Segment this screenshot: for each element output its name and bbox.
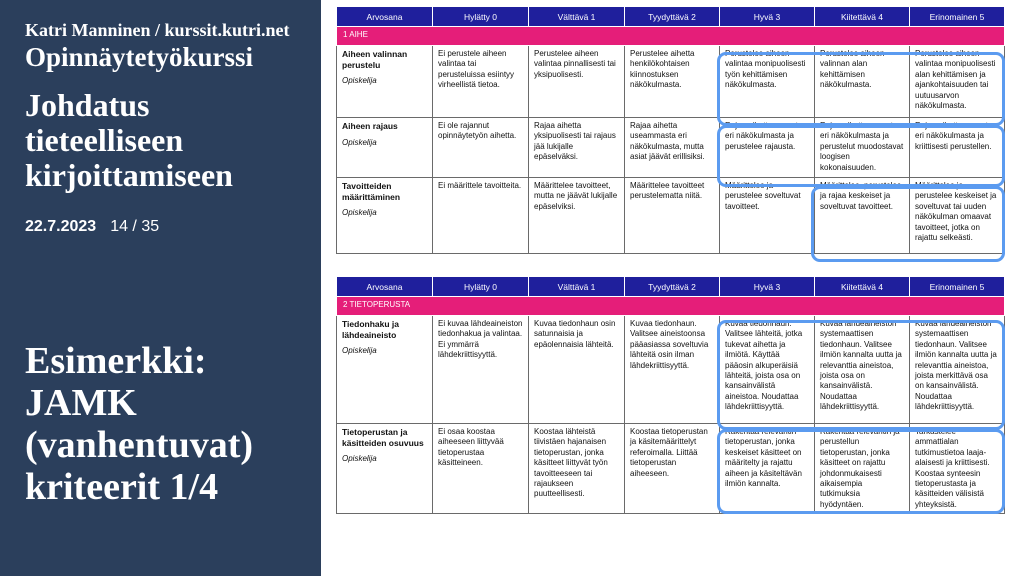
table-cell: Määrittelee tavoitteet, mutta ne jäävät lukijalle epäselviksi. — [529, 178, 625, 254]
table-cell: Ei kuvaa lähdeaineiston tiedonhakua ja valintaa. Ei ymmärrä lähdekriittisyyttä. — [433, 316, 529, 424]
table-row — [337, 46, 1005, 118]
header-cell: Hylätty 0 — [433, 277, 529, 297]
table-cell: Määrittelee tavoitteet perustelematta niitä. — [625, 178, 720, 254]
criterion-name: Tietoperustan ja käsitteiden osuvuus — [342, 427, 424, 448]
criterion-cell — [337, 118, 433, 178]
header-cell: Erinomainen 5 — [910, 277, 1005, 297]
header-cell: Hyvä 3 — [720, 7, 815, 27]
criterion-name: Aiheen rajaus — [342, 121, 398, 131]
criterion-name: Tavoitteiden määrittäminen — [342, 181, 401, 202]
header-cell: Arvosana — [337, 277, 433, 297]
header-cell: Hyvä 3 — [720, 277, 815, 297]
header-cell: Tyydyttävä 2 — [625, 277, 720, 297]
slide-sidebar — [0, 0, 321, 576]
criterion-role: Opiskelija — [342, 454, 377, 464]
section-row — [337, 297, 1005, 316]
slide-title: Esimerkki: JAMK (vanhentuvat) kriteerit 1/4 — [25, 340, 254, 508]
criterion-name: Aiheen valinnan perustelu — [342, 49, 408, 70]
table-cell: Määrittelee, perustelee ja rajaa keskeiset ja soveltuvat tavoitteet. — [815, 178, 910, 254]
table-cell: Ei ole rajannut opinnäytetyön aihetta. — [433, 118, 529, 178]
header-cell: Arvosana — [337, 7, 433, 27]
course-title: Opinnäytetyökurssi — [25, 42, 254, 72]
header-cell: Kiitettävä 4 — [815, 277, 910, 297]
table-cell: Kuvaa lähdeaineiston systemaattisen tiedonhaun. Valitsee ilmiön kannalta uutta ja relevanttia aineistoa, joista osa on kansainvälistä. Noudattaa lähdekriittisyyttä. — [815, 316, 910, 424]
table-cell: Rajaa aihetta yksipuolisesti tai rajaus jää lukijalle epäselväksi. — [529, 118, 625, 178]
table-cell: Rakentaa relevantin tietoperustan, jonka keskeiset käsitteet on määritelty ja rajattu aiheen ja käsiteltävän ilmiön kannalta. — [720, 424, 815, 514]
table-cell: Kuvaa lähdeaineiston systemaattisen tiedonhaun. Valitsee ilmiön kannalta uutta ja relevanttia aineistoa, joista merkittävä osa on kansainvälistä. Noudattaa lähdekriittisyyttä. — [910, 316, 1005, 424]
criterion-name: Tiedonhaku ja lähdeaineisto — [342, 319, 399, 340]
section-row — [337, 27, 1005, 46]
table-header-row — [337, 277, 1005, 297]
table-cell: Koostaa lähteistä tiivistäen hajanaisen tietoperustan, jonka käsitteet liittyvät työn tavoitteeseen tai rajaukseen puutteellisesti. — [529, 424, 625, 514]
rubric-table-tietoperusta — [336, 276, 1005, 514]
deck-title: Johdatus tieteelliseen kirjoittamiseen — [25, 87, 233, 193]
table-cell: Ei perustele aiheen valintaa tai perusteluissa esiintyy virheellistä tietoa. — [433, 46, 529, 118]
table-cell: Määrittelee ja perustelee soveltuvat tavoitteet. — [720, 178, 815, 254]
table-cell: Rajaa aihetta useammasta eri näkökulmasta, mutta asiat jäävät erillisiksi. — [625, 118, 720, 178]
table-cell: Koostaa tietoperustan ja käsitemäärittelyt referoimalla. Liittää tietoperustan aiheeseen. — [625, 424, 720, 514]
section-label: 1 AIHE — [337, 27, 1005, 46]
criterion-cell — [337, 46, 433, 118]
table-cell: Perustelee aihetta henkilökohtaisen kiinnostuksen näkökulmasta. — [625, 46, 720, 118]
table-cell: Rajaa aihetta useasta eri näkökulmasta ja perustelut muodostavat loogisen kokonaisuuden. — [815, 118, 910, 178]
table-row — [337, 118, 1005, 178]
slide-meta — [25, 218, 159, 236]
criterion-role: Opiskelija — [342, 137, 377, 147]
table-cell: Perustelee aiheen valinnan alan kehittämisen näkökulmasta. — [815, 46, 910, 118]
table-row — [337, 178, 1005, 254]
rubric-table-aihe — [336, 6, 1005, 254]
table-cell: Määrittelee ja perustelee keskeiset ja soveltuvat tai uuden näkökulman omaavat tavoitteet, jotka on rajattu selkeästi. — [910, 178, 1005, 254]
table-cell: Ei määrittele tavoitteita. — [433, 178, 529, 254]
criterion-cell — [337, 178, 433, 254]
header-cell: Välttävä 1 — [529, 7, 625, 27]
table-cell: Perustelee aiheen valintaa pinnallisesti tai yksipuolisesti. — [529, 46, 625, 118]
header-cell: Tyydyttävä 2 — [625, 7, 720, 27]
table-cell: Kuvaa tiedonhaun. Valitsee lähteitä, jotka tukevat aihetta ja ilmiötä. Käyttää pääosin alkuperäisiä lähteitä, joista osa on kansainvälistä aineistoa. Noudattaa lähdekriittisyyttä. — [720, 316, 815, 424]
section-label: 2 TIETOPERUSTA — [337, 297, 1005, 316]
table-header-row — [337, 7, 1005, 27]
table-cell: Kuvaa tiedonhaun osin satunnaisia ja epäolennaisia lähteitä. — [529, 316, 625, 424]
page-counter: 14 / 35 — [110, 218, 160, 235]
table-cell: Rajaa aihetta useasta eri näkökulmasta ja kriittisesti perustellen. — [910, 118, 1005, 178]
criterion-role: Opiskelija — [342, 346, 377, 356]
criterion-cell — [337, 424, 433, 514]
table-row — [337, 424, 1005, 514]
header-cell: Hylätty 0 — [433, 7, 529, 27]
table-cell: Rajaa aihetta useasta eri näkökulmasta ja perustelee rajausta. — [720, 118, 815, 178]
criterion-role: Opiskelija — [342, 76, 377, 86]
date-label: 22.7.2023 — [25, 218, 97, 235]
header-cell: Erinomainen 5 — [910, 7, 1005, 27]
table-cell: Kuvaa tiedonhaun. Valitsee aineistoonsa pääasiassa soveltuvia lähteitä osin ilman lähdekriittisyyttä. — [625, 316, 720, 424]
table-row — [337, 316, 1005, 424]
table-cell: Perustelee aiheen valintaa monipuolisesti alan kehittämisen ja ajankohtaisuuden tai uutuusarvon näkökulmasta. — [910, 46, 1005, 118]
table-cell: Perustelee aiheen valintaa monipuolisesti työn kehittämisen näkökulmasta. — [720, 46, 815, 118]
criterion-role: Opiskelija — [342, 208, 377, 218]
table-cell: Ei osaa koostaa aiheeseen liittyvää tietoperustaa käsitteineen. — [433, 424, 529, 514]
header-cell: Välttävä 1 — [529, 277, 625, 297]
table-cell: Tarkastelee ammattialan tutkimustietoa laaja-alaisesti ja kriittisesti. Koostaa synteesin tietoperustasta ja käsitteiden välisistä yhteyksistä. — [910, 424, 1005, 514]
author-line: Katri Manninen / kurssit.kutri.net — [25, 20, 290, 40]
header-cell: Kiitettävä 4 — [815, 7, 910, 27]
criterion-cell — [337, 316, 433, 424]
table-cell: Rakentaa relevantin ja perustellun tietoperustan, jonka käsitteet on rajattu johdonmukaisesti aikaisempia tutkimuksia hyödyntäen. — [815, 424, 910, 514]
